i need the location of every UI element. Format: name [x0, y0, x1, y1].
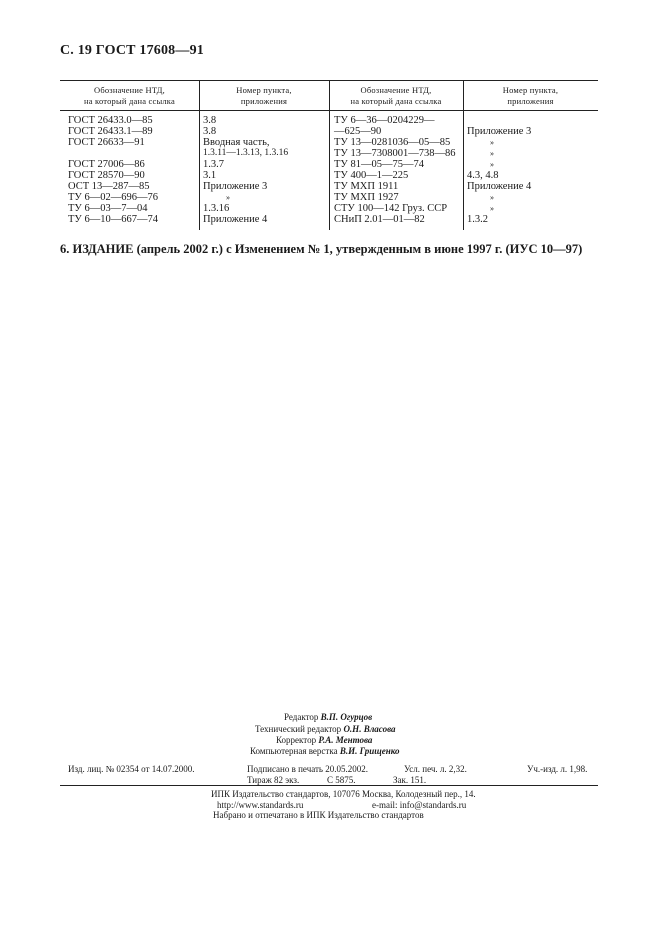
table-cell-ntd: СТУ 100—142 Груз. ССР [334, 203, 448, 214]
table-cell-ntd: ТУ 400—1—225 [334, 170, 409, 181]
column-header-ntd [329, 85, 463, 107]
table-cell-ntd: —625—90 [334, 126, 382, 137]
credit-tech-editor [255, 724, 396, 735]
credit-label: Редактор [284, 712, 319, 722]
publisher-email: e-mail: info@standards.ru [372, 800, 467, 810]
table-cell-item: 3.8 [203, 115, 217, 126]
table-cell-item: » [226, 193, 230, 202]
publisher-address: ИПК Издательство стандартов, 107076 Москва, Колодезный пер., 14. [211, 789, 476, 799]
table-cell-ntd: ТУ МХП 1911 [334, 181, 399, 192]
header-line: приложения [507, 96, 554, 106]
table-cell-item: » [490, 138, 494, 147]
header-line: Номер пункта, [502, 85, 559, 95]
credit-corrector [276, 735, 372, 746]
table-cell-item: 1.3.2 [467, 214, 488, 225]
print-run: Тираж 82 экз. [247, 775, 300, 785]
table-cell-item: » [490, 149, 494, 158]
credit-label: Компьютерная верстка [250, 746, 338, 756]
credit-label: Технический редактор [255, 724, 342, 734]
column-header-ntd [60, 85, 199, 107]
header-line: приложения [240, 96, 288, 106]
publisher-website: http://www.standards.ru [217, 800, 304, 810]
table-cell-ntd: ГОСТ 26433.1—89 [68, 126, 153, 137]
table-cell-item: 3.1 [203, 170, 217, 181]
table-cell-item: Вводная часть, [203, 137, 270, 148]
table-cell-ntd: ТУ 13—0281036—05—85 [334, 137, 451, 148]
header-line: на который дана ссылка [350, 96, 442, 106]
table-cell-ntd: ТУ 6—03—7—04 [68, 203, 148, 214]
table-cell-item: 1.3.11—1.3.13, 1.3.16 [203, 148, 289, 158]
table-cell-ntd: ОСТ 13—287—85 [68, 181, 150, 192]
table-cell-item: » [490, 160, 494, 169]
header-line: Обозначение НТД, [93, 85, 165, 95]
publisher-sheets: Уч.-изд. л. 1,98. [527, 764, 588, 774]
column-header-item [199, 85, 329, 107]
order-number: Зак. 151. [393, 775, 427, 785]
table-cell-item: » [490, 204, 494, 213]
header-line: Номер пункта, [236, 85, 292, 95]
page-header: С. 19 ГОСТ 17608—91 [60, 43, 204, 58]
table-cell-ntd: ТУ 81—05—75—74 [334, 159, 424, 170]
credit-editor [284, 712, 372, 723]
credit-name: В.П. Огурцов [320, 712, 373, 722]
table-cell-item: 3.8 [203, 126, 217, 137]
imprint-rule [60, 785, 598, 786]
table-cell-item: Приложение 3 [467, 126, 532, 137]
table-cell-item: 4.3, 4.8 [467, 170, 499, 181]
table-cell-ntd: ГОСТ 26633—91 [68, 137, 145, 148]
credit-layout [250, 746, 400, 757]
credit-name: В.И. Грищенко [339, 746, 400, 756]
table-cell-ntd: СНиП 2.01—01—82 [334, 214, 425, 225]
table-cell-item: Приложение 3 [203, 181, 268, 192]
signed-date: Подписано в печать 20.05.2002. [247, 764, 369, 774]
credit-name: О.Н. Власова [343, 724, 396, 734]
table-cell-item: Приложение 4 [467, 181, 532, 192]
print-sheets: Усл. печ. л. 2,32. [404, 764, 467, 774]
table-cell-ntd: ТУ МХП 1927 [334, 192, 399, 203]
table-cell-ntd: ТУ 6—36—0204229— [334, 115, 435, 126]
table-cell-ntd: ТУ 13—7308001—738—86 [334, 148, 456, 159]
printed-by: Набрано и отпечатано в ИПК Издательство стандартов [213, 810, 424, 820]
table-cell-ntd: ТУ 6—02—696—76 [68, 192, 158, 203]
table-cell-item: Приложение 4 [203, 214, 268, 225]
table-cell-item: 1.3.16 [203, 203, 230, 214]
header-line: на который дана ссылка [84, 96, 175, 106]
table-cell-item: 1.3.7 [203, 159, 224, 170]
table-cell-ntd: ГОСТ 28570—90 [68, 170, 145, 181]
column-header-item [463, 85, 598, 107]
c-number: С 5875. [327, 775, 356, 785]
edition-note: 6. ИЗДАНИЕ (апрель 2002 г.) с Изменением № 1, утвержденным в июне 1997 г. (ИУС 10—97) [60, 242, 583, 256]
table-cell-item: » [490, 193, 494, 202]
credit-name: Р.А. Ментова [318, 735, 373, 745]
header-line: Обозначение НТД, [360, 85, 432, 95]
table-cell-ntd: ГОСТ 27006—86 [68, 159, 145, 170]
license-number: Изд. лиц. № 02354 от 14.07.2000. [68, 764, 195, 774]
table-cell-ntd: ГОСТ 26433.0—85 [68, 115, 153, 126]
credit-label: Корректор [276, 735, 317, 745]
table-cell-ntd: ТУ 6—10—667—74 [68, 214, 158, 225]
